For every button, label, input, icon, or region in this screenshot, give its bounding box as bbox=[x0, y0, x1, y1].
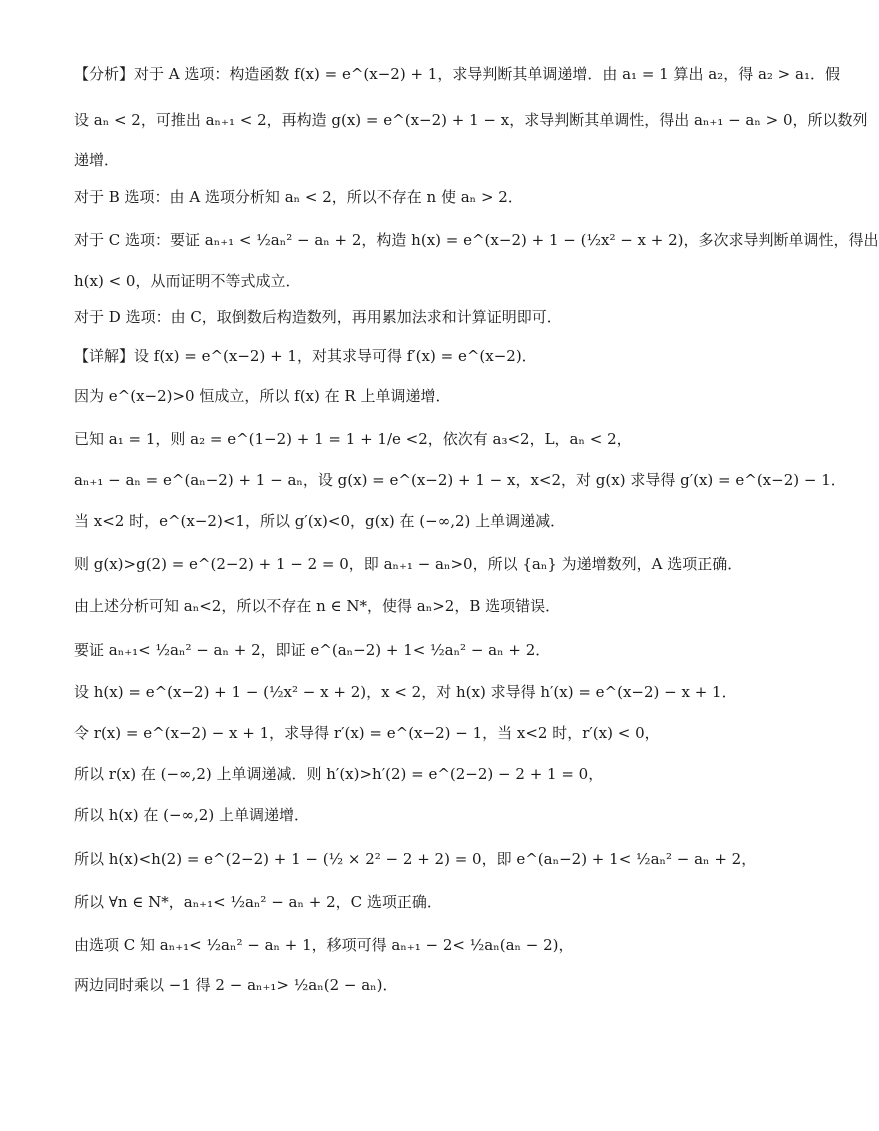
text-line: 所以 ∀n ∈ N*，aₙ₊₁< ½aₙ² − aₙ + 2，C 选项正确． bbox=[74, 893, 442, 911]
text-line: 由选项 C 知 aₙ₊₁< ½aₙ² − aₙ + 1，移项可得 aₙ₊₁ − 2< ½aₙ(aₙ − 2)， bbox=[74, 936, 574, 954]
text-line: 两边同时乘以 −1 得 2 − aₙ₊₁> ½aₙ(2 − aₙ)． bbox=[74, 976, 398, 994]
text-line: 所以 h(x) 在 (−∞,2) 上单调递增． bbox=[74, 806, 309, 824]
text-line: 所以 r(x) 在 (−∞,2) 上单调递减．则 h′(x)>h′(2) = e^(2−2) − 2 + 1 = 0， bbox=[74, 765, 604, 783]
text-line: 对于 D 选项：由 C，取倒数后构造数列，再用累加法求和计算证明即可． bbox=[74, 308, 562, 326]
text-line: 【详解】设 f(x) = e^(x−2) + 1，对其求导可得 f′(x) = e^(x−2)． bbox=[74, 347, 537, 365]
text-line: 令 r(x) = e^(x−2) − x + 1，求导得 r′(x) = e^(x−2) − 1，当 x<2 时，r′(x) < 0， bbox=[74, 724, 660, 742]
text-line: 由上述分析可知 aₙ<2，所以不存在 n ∈ N*，使得 aₙ>2，B 选项错误． bbox=[74, 597, 561, 615]
text-line: 对于 C 选项：要证 aₙ₊₁ < ½aₙ² − aₙ + 2，构造 h(x) = e^(x−2) + 1 − (½x² − x + 2)，多次求导判断单调性，得出 bbox=[74, 231, 879, 249]
text-line: 递增． bbox=[74, 151, 120, 169]
text-line: aₙ₊₁ − aₙ = e^(aₙ−2) + 1 − aₙ，设 g(x) = e^(x−2) + 1 − x，x<2，对 g(x) 求导得 g′(x) = e^(x−2) − 1． bbox=[74, 471, 846, 489]
text-line: h(x) < 0，从而证明不等式成立． bbox=[74, 272, 301, 290]
text-line: 设 h(x) = e^(x−2) + 1 − (½x² − x + 2)，x < 2，对 h(x) 求导得 h′(x) = e^(x−2) − x + 1． bbox=[74, 683, 737, 701]
text-line: 则 g(x)>g(2) = e^(2−2) + 1 − 2 = 0，即 aₙ₊₁ − aₙ>0，所以 {aₙ} 为递增数列，A 选项正确． bbox=[74, 555, 743, 573]
text-line: 所以 h(x)<h(2) = e^(2−2) + 1 − (½ × 2² − 2 + 2) = 0，即 e^(aₙ−2) + 1< ½aₙ² − aₙ + 2， bbox=[74, 850, 757, 868]
text-line: 要证 aₙ₊₁< ½aₙ² − aₙ + 2，即证 e^(aₙ−2) + 1< ½aₙ² − aₙ + 2． bbox=[74, 641, 551, 659]
text-line: 对于 B 选项：由 A 选项分析知 aₙ < 2，所以不存在 n 使 aₙ > 2． bbox=[74, 188, 523, 206]
text-line: 【分析】对于 A 选项：构造函数 f(x) = e^(x−2) + 1，求导判断其单调递增．由 a₁ = 1 算出 a₂，得 a₂ > a₁．假 bbox=[74, 65, 840, 83]
text-line: 当 x<2 时，e^(x−2)<1，所以 g′(x)<0，g(x) 在 (−∞,2) 上单调递减． bbox=[74, 512, 566, 530]
text-line: 已知 a₁ = 1，则 a₂ = e^(1−2) + 1 = 1 + 1/e <2，依次有 a₃<2，L，aₙ < 2， bbox=[74, 430, 632, 448]
text-line: 因为 e^(x−2)>0 恒成立，所以 f(x) 在 R 上单调递增． bbox=[74, 387, 451, 405]
text-line: 设 aₙ < 2，可推出 aₙ₊₁ < 2，再构造 g(x) = e^(x−2) + 1 − x，求导判断其单调性，得出 aₙ₊₁ − aₙ > 0，所以数列 bbox=[74, 111, 868, 129]
